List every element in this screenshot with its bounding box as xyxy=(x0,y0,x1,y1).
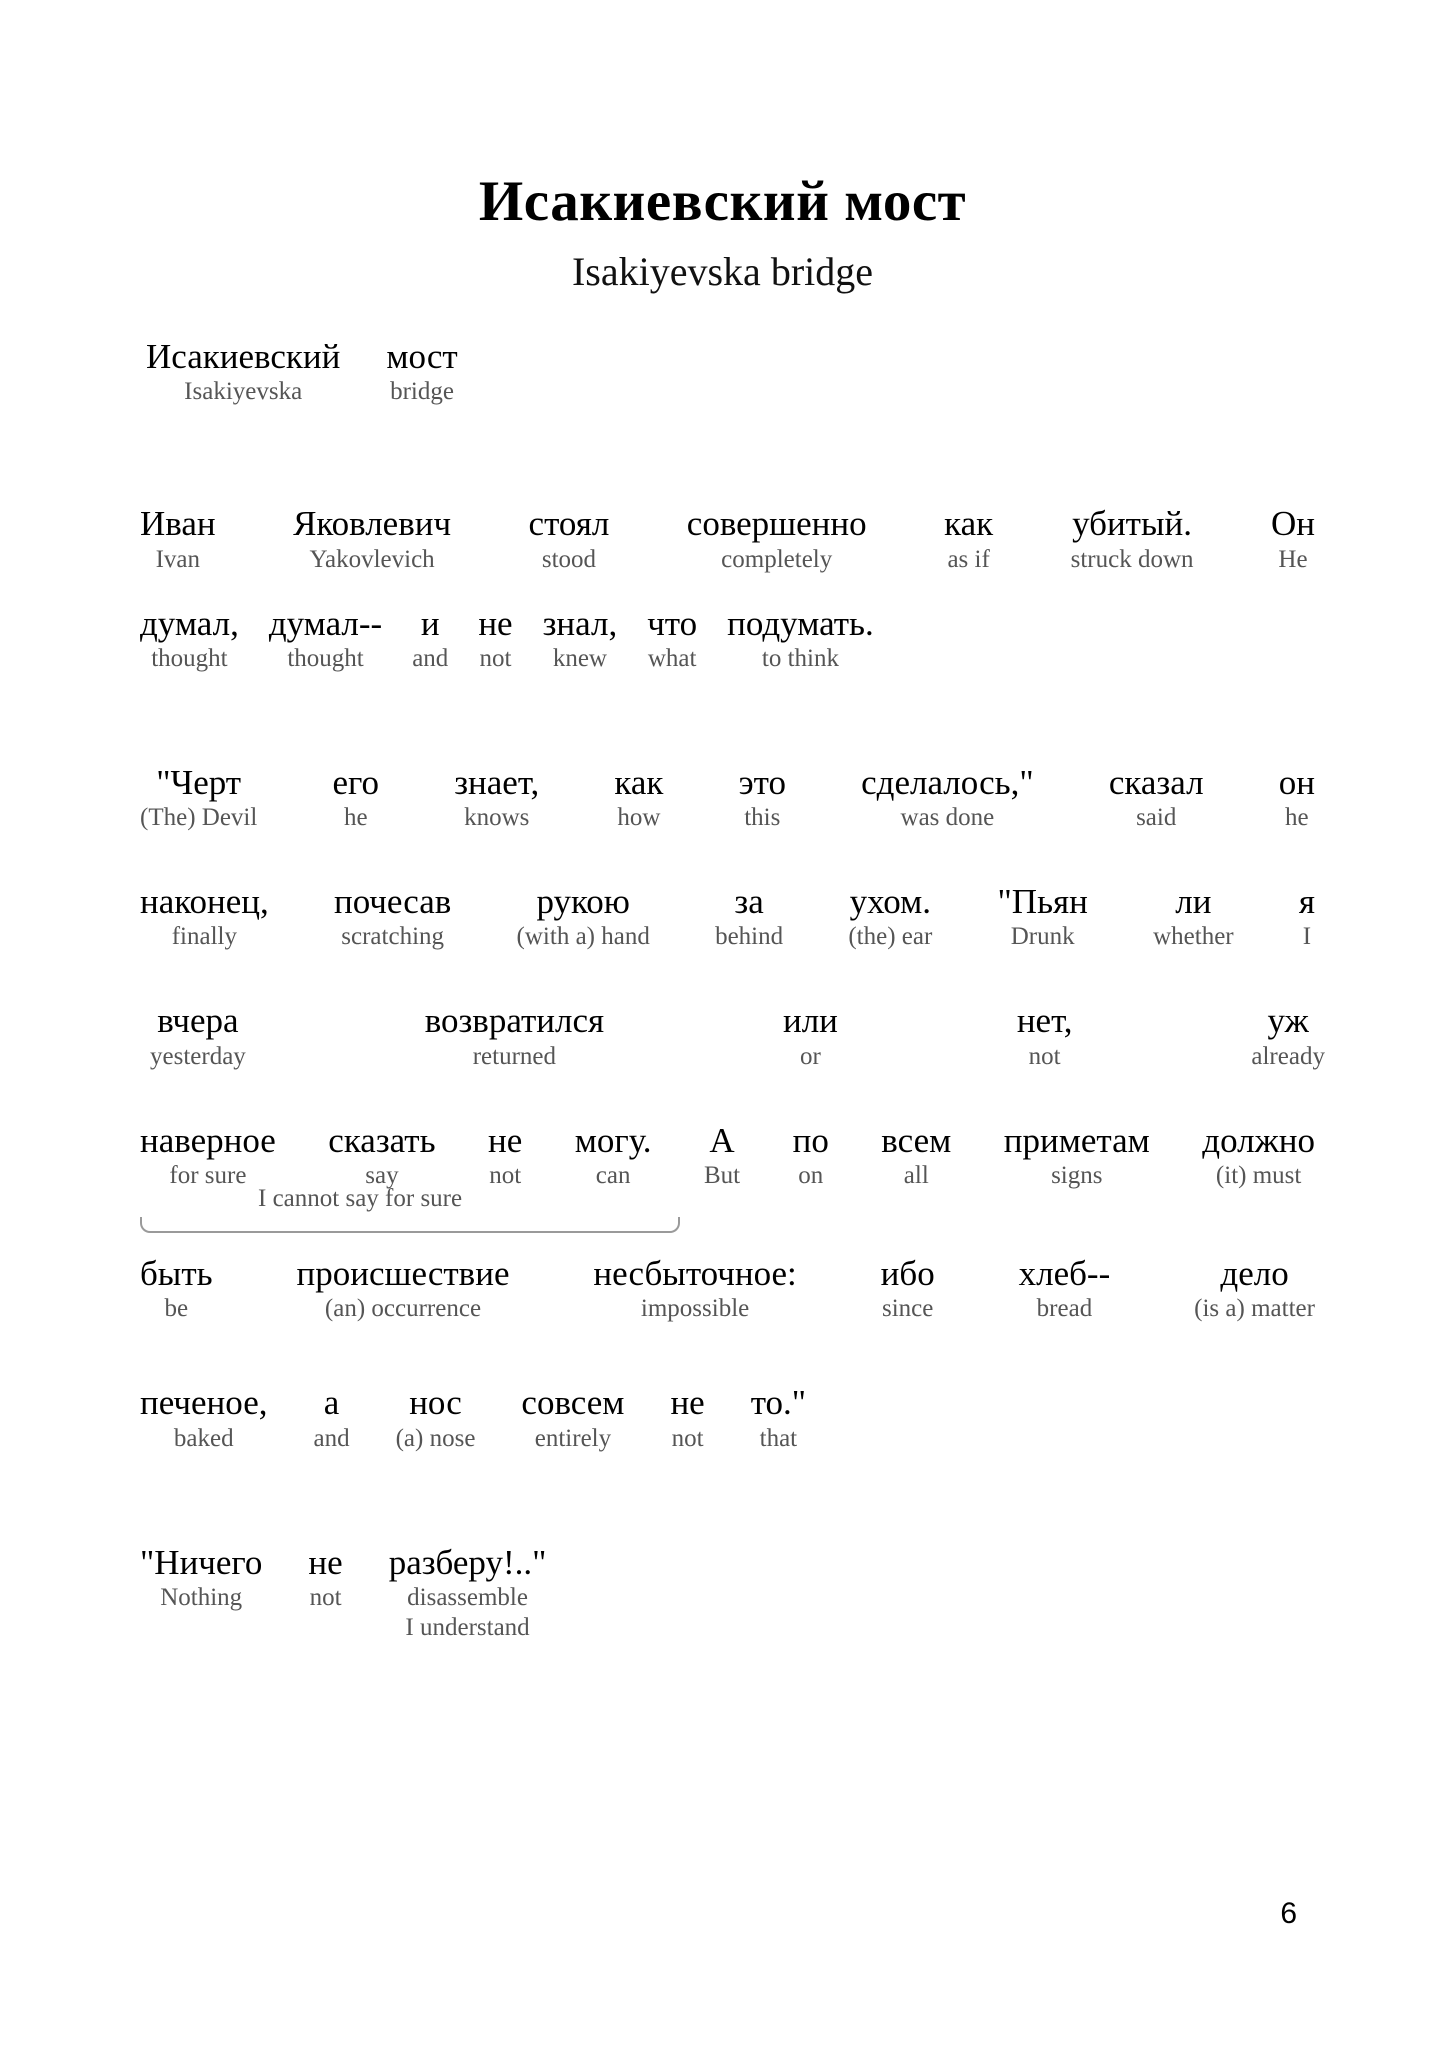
interlinear-word xyxy=(998,881,1088,952)
interlinear-word xyxy=(881,1120,951,1191)
gloss-word: completely xyxy=(721,545,833,573)
interlinear-word xyxy=(150,1000,246,1071)
interlinear-word xyxy=(308,1542,342,1613)
source-word: наконец, xyxy=(140,882,269,922)
source-word: "Черт xyxy=(156,762,242,802)
gloss-word: to think xyxy=(761,644,839,672)
gloss-word: yesterday xyxy=(150,1042,246,1070)
gloss-word: returned xyxy=(472,1042,557,1070)
interlinear-word xyxy=(687,503,867,574)
interlinear-word xyxy=(140,1253,213,1324)
interlinear-word xyxy=(783,1000,838,1071)
source-word: всем xyxy=(881,1120,952,1160)
gloss-word: and xyxy=(313,1424,350,1452)
interlinear-word xyxy=(297,1253,510,1324)
gloss-word: Yakovlevich xyxy=(309,545,435,573)
gloss-word: he xyxy=(1285,804,1309,832)
source-word: совсем xyxy=(521,1383,625,1423)
interlinear-word xyxy=(313,1382,349,1453)
source-word: хлеб-- xyxy=(1018,1254,1111,1294)
gloss-word: not xyxy=(1028,1042,1061,1070)
source-word: и xyxy=(420,603,440,643)
interlinear-word xyxy=(1202,1120,1315,1191)
line-7 xyxy=(140,1253,1315,1324)
interlinear-word xyxy=(881,1253,935,1324)
source-word: не xyxy=(488,1120,523,1160)
interlinear-word xyxy=(1109,762,1204,833)
interlinear-word xyxy=(412,603,448,674)
interlinear-word xyxy=(614,762,663,833)
interlinear-word xyxy=(140,1120,276,1191)
interlinear-word xyxy=(140,1542,262,1613)
source-word: ибо xyxy=(880,1254,935,1294)
gloss-word: I xyxy=(1302,923,1312,951)
interlinear-word xyxy=(386,336,457,407)
source-word: Яковлевич xyxy=(293,504,452,544)
gloss-word: all xyxy=(903,1162,929,1190)
stanza-1 xyxy=(140,503,1315,674)
gloss-word: since xyxy=(882,1295,934,1323)
gloss-word-secondary: I understand xyxy=(405,1613,530,1641)
source-word: происшествие xyxy=(296,1254,510,1294)
source-word: печеное, xyxy=(140,1383,268,1423)
gloss-word: impossible xyxy=(640,1295,750,1323)
gloss-word: (the) ear xyxy=(848,923,933,951)
gloss-word: as if xyxy=(947,545,990,573)
interlinear-word xyxy=(575,1120,652,1191)
annotation-text: I cannot say for sure xyxy=(258,1185,463,1213)
source-word: как xyxy=(944,504,994,544)
interlinear-word xyxy=(140,881,269,952)
gloss-word: was done xyxy=(900,804,995,832)
source-word: ухом. xyxy=(849,882,932,922)
interlinear-word xyxy=(529,503,610,574)
interlinear-word xyxy=(517,881,650,952)
source-word: убитый. xyxy=(1072,504,1192,544)
interlinear-word xyxy=(332,762,379,833)
interlinear-word xyxy=(543,603,618,674)
stanza-spacer xyxy=(140,407,1315,503)
source-word: вчера xyxy=(157,1001,239,1041)
gloss-word: (an) occurrence xyxy=(324,1295,482,1323)
source-word: сказал xyxy=(1108,762,1204,802)
source-word: он xyxy=(1278,762,1315,802)
interlinear-word xyxy=(751,1382,806,1453)
interlinear-word xyxy=(1004,1120,1150,1191)
interlinear-word xyxy=(140,503,216,574)
source-word: я xyxy=(1298,882,1315,922)
gloss-word: scratching xyxy=(341,923,445,951)
line-spacer xyxy=(140,1072,1315,1120)
gloss-word: bridge xyxy=(390,378,454,406)
interlinear-word xyxy=(1271,503,1315,574)
interlinear-word xyxy=(269,603,382,674)
gloss-word: signs xyxy=(1051,1162,1103,1190)
source-word: "Ничего xyxy=(140,1542,263,1582)
source-word: Исакиевский xyxy=(146,337,341,376)
source-word: возвратился xyxy=(424,1001,605,1041)
source-word: должно xyxy=(1202,1120,1315,1160)
source-word: Он xyxy=(1270,504,1315,544)
gloss-word: disassemble xyxy=(407,1583,528,1611)
source-word: быть xyxy=(140,1254,213,1294)
source-word: не xyxy=(478,603,513,643)
source-word: его xyxy=(332,762,380,802)
gloss-word: on xyxy=(798,1162,824,1190)
interlinear-word xyxy=(389,1542,547,1643)
page-number: 6 xyxy=(1280,1897,1297,1930)
source-word: или xyxy=(782,1001,838,1041)
interlinear-word xyxy=(1153,881,1234,952)
gloss-word: Ivan xyxy=(155,545,201,573)
source-word: совершенно xyxy=(686,504,867,544)
gloss-word: thought xyxy=(151,644,228,672)
line-8 xyxy=(140,1382,1315,1453)
gloss-word: Nothing xyxy=(160,1583,243,1611)
gloss-word: or xyxy=(800,1042,821,1070)
interlinear-word xyxy=(328,1120,435,1191)
source-word: нос xyxy=(409,1383,462,1423)
interlinear-word xyxy=(944,503,993,574)
page-subtitle: Isakiyevska bridge xyxy=(571,249,873,294)
source-word: А xyxy=(709,1120,735,1160)
gloss-word: whether xyxy=(1153,923,1234,951)
line-1 xyxy=(140,503,1315,574)
source-word: Иван xyxy=(140,504,216,544)
source-word: могу. xyxy=(574,1120,652,1160)
gloss-word: (with a) hand xyxy=(516,923,650,951)
interlinear-word xyxy=(715,881,783,952)
interlinear-word xyxy=(727,603,874,674)
gloss-word: what xyxy=(647,644,697,672)
interlinear-word xyxy=(140,1382,267,1453)
interlinear-content xyxy=(0,292,1445,1643)
gloss-word: He xyxy=(1278,545,1308,573)
gloss-word: he xyxy=(343,804,368,832)
line-4 xyxy=(140,881,1315,952)
gloss-word: baked xyxy=(173,1424,234,1452)
gloss-word: behind xyxy=(715,923,784,951)
gloss-word: how xyxy=(617,804,661,832)
line-2 xyxy=(140,603,1315,674)
interlinear-word xyxy=(1279,762,1315,833)
line-spacer xyxy=(140,1324,1315,1382)
interlinear-word xyxy=(848,881,932,952)
source-word: за xyxy=(734,882,764,922)
interlinear-word xyxy=(1019,1253,1111,1324)
source-word: нет, xyxy=(1016,1001,1073,1041)
source-word: думал-- xyxy=(268,603,383,643)
interlinear-word xyxy=(647,603,697,674)
gloss-word: said xyxy=(1136,804,1177,832)
source-word: разберу!.." xyxy=(388,1542,547,1582)
line-spacer xyxy=(140,1237,1315,1253)
source-word: приметам xyxy=(1003,1120,1150,1160)
line-spacer xyxy=(140,833,1315,881)
interlinear-word xyxy=(1251,1000,1325,1071)
source-word: рукою xyxy=(536,882,630,922)
source-word: "Пьян xyxy=(997,882,1088,922)
gloss-word: Isakiyevska xyxy=(184,378,303,406)
gloss-word: (it) must xyxy=(1215,1162,1302,1190)
source-word: стоял xyxy=(528,504,610,544)
interlinear-word xyxy=(454,762,539,833)
source-word: не xyxy=(308,1542,343,1582)
source-word: это xyxy=(738,762,786,802)
interlinear-word xyxy=(521,1382,624,1453)
source-word: сказать xyxy=(328,1120,436,1160)
source-word: не xyxy=(670,1383,705,1423)
interlinear-word xyxy=(146,336,340,407)
annotation-group xyxy=(140,1185,1315,1237)
line-spacer xyxy=(140,575,1315,603)
stanza-3 xyxy=(140,1542,1315,1643)
gloss-word: and xyxy=(412,644,449,672)
source-word: знает, xyxy=(454,762,540,802)
gloss-word: finally xyxy=(171,923,237,951)
gloss-word: thought xyxy=(287,644,364,672)
annotation-bracket xyxy=(140,1217,680,1233)
interlinear-word xyxy=(793,1120,829,1191)
source-word: наверное xyxy=(140,1120,276,1160)
gloss-word: this xyxy=(744,804,781,832)
source-word: мост xyxy=(386,337,458,376)
gloss-word: bread xyxy=(1036,1295,1093,1323)
line-6 xyxy=(140,1120,1315,1191)
gloss-word: be xyxy=(164,1295,189,1323)
interlinear-word xyxy=(488,1120,522,1191)
source-word: что xyxy=(647,603,698,643)
interlinear-word xyxy=(593,1253,796,1324)
interlinear-word xyxy=(396,1382,476,1453)
line-3 xyxy=(140,762,1315,833)
source-word: как xyxy=(614,762,664,802)
interlinear-word xyxy=(861,762,1034,833)
source-word: а xyxy=(323,1383,340,1423)
interlinear-word xyxy=(293,503,451,574)
gloss-word: that xyxy=(759,1424,798,1452)
stanza-spacer xyxy=(140,674,1315,762)
line-5 xyxy=(140,1000,1331,1071)
source-word: сделалось," xyxy=(861,762,1034,802)
gloss-word: (The) Devil xyxy=(140,804,258,832)
interlinear-word xyxy=(1194,1253,1315,1324)
line-spacer xyxy=(140,952,1315,1000)
stanza-2 xyxy=(140,762,1325,1454)
gloss-word: stood xyxy=(541,545,597,573)
heading-interlinear-row xyxy=(140,336,1321,407)
source-word: дело xyxy=(1220,1254,1289,1294)
source-word: знал, xyxy=(542,603,618,643)
gloss-word: not xyxy=(479,644,512,672)
gloss-word: (is a) matter xyxy=(1194,1295,1315,1323)
interlinear-word xyxy=(1299,881,1315,952)
gloss-word: Drunk xyxy=(1010,923,1075,951)
interlinear-word xyxy=(739,762,786,833)
source-word: по xyxy=(792,1120,829,1160)
interlinear-word xyxy=(1071,503,1194,574)
gloss-word: (a) nose xyxy=(395,1424,476,1452)
gloss-word: struck down xyxy=(1070,545,1194,573)
gloss-word: knew xyxy=(552,644,607,672)
gloss-word: entirely xyxy=(534,1424,612,1452)
gloss-word: not xyxy=(671,1424,704,1452)
gloss-word: not xyxy=(489,1162,522,1190)
interlinear-word xyxy=(334,881,451,952)
source-word: то." xyxy=(750,1383,807,1423)
interlinear-word xyxy=(140,762,257,833)
interlinear-word xyxy=(704,1120,740,1191)
gloss-word: already xyxy=(1251,1042,1325,1070)
interlinear-word xyxy=(140,603,239,674)
source-word: почесав xyxy=(333,882,452,922)
source-word: думал, xyxy=(140,603,239,643)
source-word: несбыточное: xyxy=(593,1254,797,1294)
stanza-spacer xyxy=(140,1454,1315,1542)
interlinear-word xyxy=(425,1000,604,1071)
gloss-word: say xyxy=(365,1162,399,1190)
gloss-word: not xyxy=(309,1583,342,1611)
page-title: Исакиевский мост xyxy=(478,170,967,233)
interlinear-word xyxy=(1017,1000,1073,1071)
gloss-word: for sure xyxy=(169,1162,247,1190)
source-word: подумать. xyxy=(727,603,874,643)
interlinear-word xyxy=(670,1382,704,1453)
line-9 xyxy=(140,1542,1315,1643)
source-word: уж xyxy=(1267,1001,1309,1041)
gloss-word: can xyxy=(595,1162,631,1190)
source-word: ли xyxy=(1175,882,1212,922)
gloss-word: knows xyxy=(464,804,530,832)
gloss-word: But xyxy=(704,1162,741,1190)
interlinear-word xyxy=(478,603,512,674)
